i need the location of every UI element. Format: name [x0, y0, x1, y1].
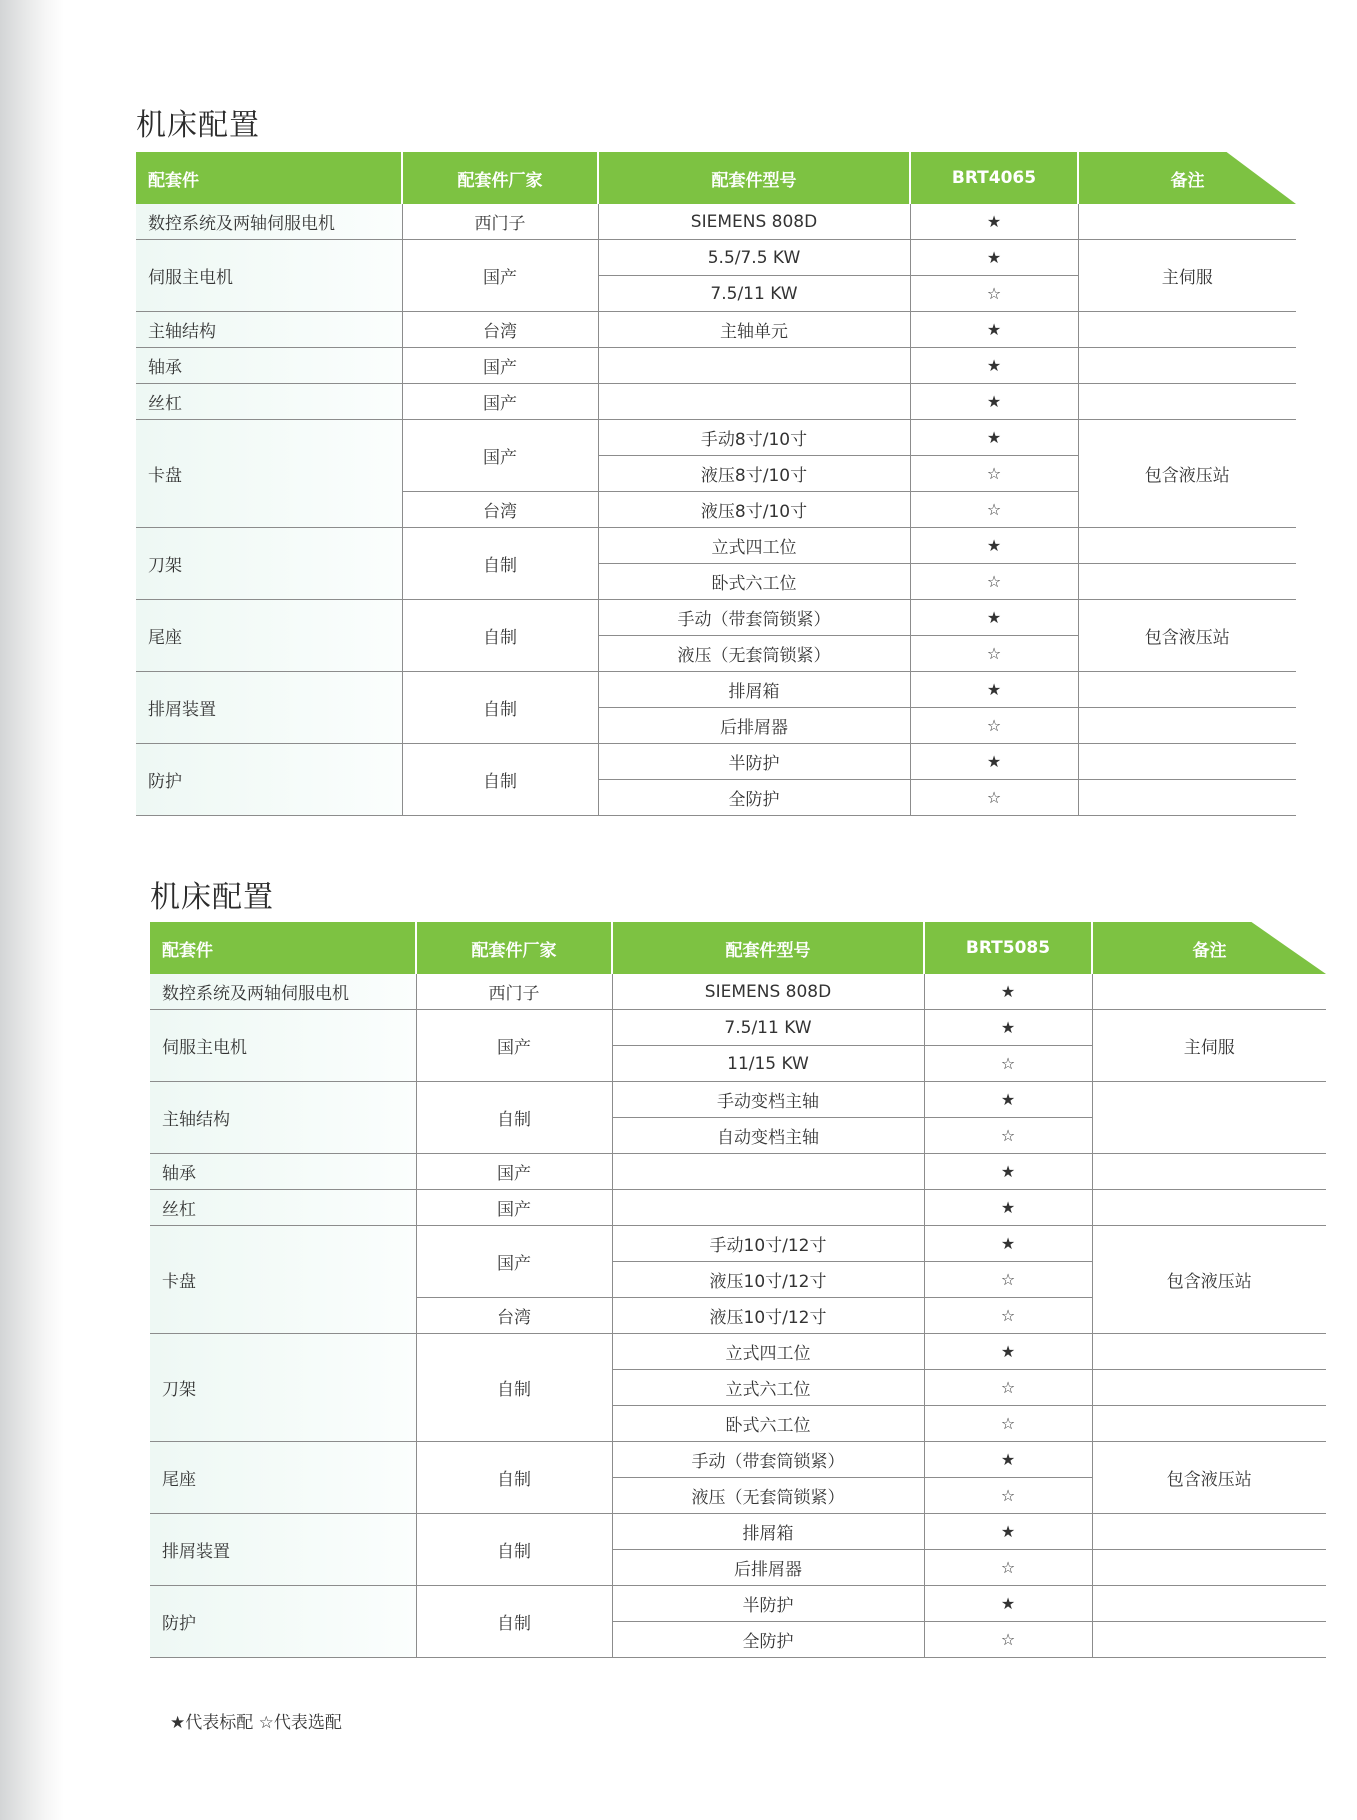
header-remark-label: 备注 [1192, 940, 1227, 961]
cell-config-mark: ★ [924, 974, 1092, 1010]
cell-model: 5.5/7.5 KW [598, 240, 910, 276]
cell-component: 主轴结构 [150, 1082, 416, 1154]
cell-remark [1092, 1586, 1326, 1622]
cell-config-mark: ☆ [910, 708, 1078, 744]
cell-config-mark: ★ [910, 240, 1078, 276]
table-row [150, 974, 1326, 1010]
cell-config-mark: ★ [910, 600, 1078, 636]
cell-remark: 包含液压站 [1078, 420, 1296, 528]
cell-remark [1092, 1190, 1326, 1226]
table-row [150, 1190, 1326, 1226]
cell-config-mark: ☆ [910, 780, 1078, 816]
cell-component: 卡盘 [136, 420, 402, 528]
cell-model: 卧式六工位 [598, 564, 910, 600]
cell-config-mark: ☆ [924, 1046, 1092, 1082]
cell-config-mark: ★ [910, 312, 1078, 348]
cell-remark [1092, 1514, 1326, 1550]
cell-manufacturer: 自制 [416, 1586, 612, 1658]
cell-model: 后排屑器 [598, 708, 910, 744]
cell-model: 液压10寸/12寸 [612, 1262, 924, 1298]
cell-manufacturer: 自制 [416, 1514, 612, 1586]
cell-manufacturer: 自制 [416, 1334, 612, 1442]
cell-config-mark: ★ [910, 528, 1078, 564]
cell-model [598, 348, 910, 384]
cell-model: 液压8寸/10寸 [598, 492, 910, 528]
cell-config-mark: ★ [924, 1190, 1092, 1226]
header-manufacturer: 配套件厂家 [416, 922, 612, 974]
cell-manufacturer: 自制 [402, 672, 598, 744]
table-row [150, 1154, 1326, 1190]
cell-component: 伺服主电机 [136, 240, 402, 312]
cell-remark [1092, 974, 1326, 1010]
cell-config-mark: ☆ [910, 276, 1078, 312]
cell-model: SIEMENS 808D [612, 974, 924, 1010]
cell-remark: 主伺服 [1078, 240, 1296, 312]
cell-config-mark: ☆ [924, 1478, 1092, 1514]
cell-remark [1092, 1622, 1326, 1658]
cell-config-mark: ★ [924, 1226, 1092, 1262]
cell-remark [1092, 1370, 1326, 1406]
table-row [136, 348, 1296, 384]
cell-model: 排屑箱 [612, 1514, 924, 1550]
header-remark [1078, 152, 1296, 204]
cell-config-mark: ★ [910, 744, 1078, 780]
cell-manufacturer: 国产 [416, 1010, 612, 1082]
cell-remark [1092, 1406, 1326, 1442]
cell-config-mark: ★ [924, 1082, 1092, 1118]
cell-config-mark: ★ [924, 1586, 1092, 1622]
cell-config-mark: ★ [910, 204, 1078, 240]
cell-component: 主轴结构 [136, 312, 402, 348]
cell-remark [1078, 564, 1296, 600]
cell-remark [1078, 672, 1296, 708]
cell-remark [1092, 1334, 1326, 1370]
cell-config-mark: ★ [924, 1154, 1092, 1190]
cell-remark [1092, 1082, 1326, 1154]
cell-component: 轴承 [150, 1154, 416, 1190]
cell-manufacturer: 国产 [402, 240, 598, 312]
cell-model: 7.5/11 KW [612, 1010, 924, 1046]
table-row [150, 1586, 1326, 1622]
cell-manufacturer: 西门子 [402, 204, 598, 240]
cell-model: 立式四工位 [598, 528, 910, 564]
cell-model: 液压8寸/10寸 [598, 456, 910, 492]
table-row [150, 1082, 1326, 1118]
cell-config-mark: ☆ [910, 456, 1078, 492]
table-row [136, 672, 1296, 708]
cell-model: 手动（带套筒锁紧） [612, 1442, 924, 1478]
table-row [150, 1226, 1326, 1262]
header-remark [1092, 922, 1326, 974]
table-row [136, 528, 1296, 564]
cell-component: 刀架 [136, 528, 402, 600]
cell-config-mark: ★ [924, 1334, 1092, 1370]
cell-remark [1078, 744, 1296, 780]
cell-model: 液压（无套筒锁紧） [598, 636, 910, 672]
cell-remark [1078, 708, 1296, 744]
table-row [136, 204, 1296, 240]
header-config-mark: BRT5085 [924, 922, 1092, 974]
cell-remark [1078, 528, 1296, 564]
cell-manufacturer: 国产 [402, 420, 598, 492]
cell-component: 卡盘 [150, 1226, 416, 1334]
header-component: 配套件 [136, 152, 402, 204]
table-row [136, 240, 1296, 276]
config-table-brt5085 [150, 922, 1326, 1658]
cell-component: 排屑装置 [150, 1514, 416, 1586]
cell-manufacturer: 台湾 [402, 492, 598, 528]
cell-manufacturer: 国产 [402, 384, 598, 420]
cell-remark [1078, 384, 1296, 420]
cell-model: 手动10寸/12寸 [612, 1226, 924, 1262]
cell-config-mark: ★ [910, 384, 1078, 420]
cell-config-mark: ☆ [924, 1262, 1092, 1298]
cell-model: 全防护 [612, 1622, 924, 1658]
cell-model: 液压（无套筒锁紧） [612, 1478, 924, 1514]
cell-component: 尾座 [150, 1442, 416, 1514]
cell-model: 手动（带套筒锁紧） [598, 600, 910, 636]
config-section-1 [136, 100, 1296, 840]
cell-remark [1078, 780, 1296, 816]
cell-component: 数控系统及两轴伺服电机 [150, 974, 416, 1010]
table-row [136, 744, 1296, 780]
cell-model: 手动变档主轴 [612, 1082, 924, 1118]
cell-config-mark: ★ [924, 1442, 1092, 1478]
table-row [136, 600, 1296, 636]
page-left-edge [0, 0, 64, 1820]
cell-manufacturer: 西门子 [416, 974, 612, 1010]
table-row [150, 1514, 1326, 1550]
cell-manufacturer: 自制 [402, 528, 598, 600]
cell-config-mark: ★ [910, 420, 1078, 456]
cell-remark: 主伺服 [1092, 1010, 1326, 1082]
header-component: 配套件 [150, 922, 416, 974]
cell-model: 立式四工位 [612, 1334, 924, 1370]
cell-remark [1078, 348, 1296, 384]
cell-component: 轴承 [136, 348, 402, 384]
cell-model: 排屑箱 [598, 672, 910, 708]
cell-component: 丝杠 [136, 384, 402, 420]
cell-config-mark: ★ [910, 672, 1078, 708]
cell-model [612, 1154, 924, 1190]
cell-component: 数控系统及两轴伺服电机 [136, 204, 402, 240]
table-row [136, 384, 1296, 420]
cell-component: 防护 [150, 1586, 416, 1658]
cell-manufacturer: 自制 [416, 1082, 612, 1154]
cell-component: 丝杠 [150, 1190, 416, 1226]
cell-model: 立式六工位 [612, 1370, 924, 1406]
cell-model: 全防护 [598, 780, 910, 816]
legend-note: ★代表标配 ☆代表选配 [170, 1713, 342, 1733]
cell-model: SIEMENS 808D [598, 204, 910, 240]
cell-config-mark: ★ [910, 348, 1078, 384]
section-title: 机床配置 [136, 108, 260, 143]
cell-component: 伺服主电机 [150, 1010, 416, 1082]
cell-model: 卧式六工位 [612, 1406, 924, 1442]
cell-manufacturer: 国产 [416, 1226, 612, 1298]
table-row [150, 1010, 1326, 1046]
cell-config-mark: ☆ [924, 1298, 1092, 1334]
cell-model: 液压10寸/12寸 [612, 1298, 924, 1334]
cell-remark [1092, 1550, 1326, 1586]
cell-model: 半防护 [598, 744, 910, 780]
config-section-2 [150, 872, 1326, 1702]
cell-config-mark: ☆ [924, 1118, 1092, 1154]
cell-model: 主轴单元 [598, 312, 910, 348]
cell-remark [1078, 312, 1296, 348]
cell-manufacturer: 自制 [402, 744, 598, 816]
cell-config-mark: ☆ [910, 492, 1078, 528]
cell-config-mark: ★ [924, 1010, 1092, 1046]
cell-remark [1092, 1154, 1326, 1190]
cell-component: 尾座 [136, 600, 402, 672]
cell-remark: 包含液压站 [1078, 600, 1296, 672]
cell-manufacturer: 国产 [402, 348, 598, 384]
cell-component: 排屑装置 [136, 672, 402, 744]
table-row [136, 312, 1296, 348]
cell-model: 11/15 KW [612, 1046, 924, 1082]
cell-config-mark: ★ [924, 1514, 1092, 1550]
cell-model: 自动变档主轴 [612, 1118, 924, 1154]
cell-model: 手动8寸/10寸 [598, 420, 910, 456]
table-row [150, 1334, 1326, 1370]
cell-component: 刀架 [150, 1334, 416, 1442]
cell-manufacturer: 自制 [416, 1442, 612, 1514]
cell-manufacturer: 台湾 [402, 312, 598, 348]
cell-component: 防护 [136, 744, 402, 816]
config-table-brt4065 [136, 152, 1296, 816]
section-title: 机床配置 [150, 880, 274, 915]
header-config-mark: BRT4065 [910, 152, 1078, 204]
cell-model [612, 1190, 924, 1226]
cell-model: 7.5/11 KW [598, 276, 910, 312]
cell-manufacturer: 自制 [402, 600, 598, 672]
cell-remark: 包含液压站 [1092, 1442, 1326, 1514]
cell-model: 后排屑器 [612, 1550, 924, 1586]
header-remark-label: 备注 [1170, 170, 1205, 191]
table-row [150, 1442, 1326, 1478]
cell-config-mark: ☆ [910, 564, 1078, 600]
table-row [136, 420, 1296, 456]
header-model: 配套件型号 [598, 152, 910, 204]
cell-remark: 包含液压站 [1092, 1226, 1326, 1334]
cell-config-mark: ☆ [924, 1370, 1092, 1406]
cell-config-mark: ☆ [924, 1406, 1092, 1442]
cell-manufacturer: 国产 [416, 1190, 612, 1226]
cell-manufacturer: 国产 [416, 1154, 612, 1190]
cell-remark [1078, 204, 1296, 240]
cell-config-mark: ☆ [924, 1550, 1092, 1586]
cell-model [598, 384, 910, 420]
header-manufacturer: 配套件厂家 [402, 152, 598, 204]
cell-model: 半防护 [612, 1586, 924, 1622]
header-model: 配套件型号 [612, 922, 924, 974]
cell-config-mark: ☆ [924, 1622, 1092, 1658]
cell-config-mark: ☆ [910, 636, 1078, 672]
cell-manufacturer: 台湾 [416, 1298, 612, 1334]
